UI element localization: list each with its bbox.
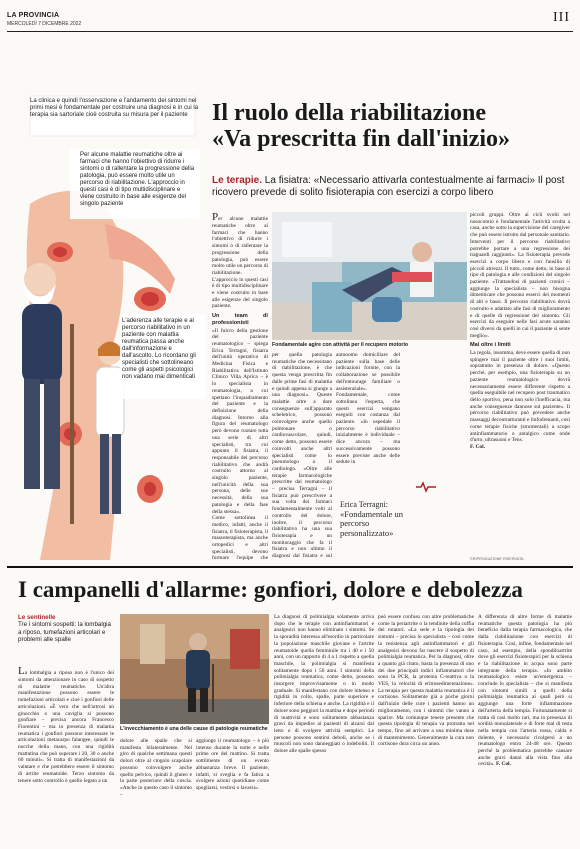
article2-headline: I campanelli d'allarme: gonfiori, dolore e debolezza — [18, 577, 523, 602]
quote-name: Erica Terragni: — [340, 500, 388, 509]
article1-col4 — [470, 212, 570, 557]
elderly-photo — [120, 614, 269, 724]
article1-col1 — [212, 212, 268, 560]
info-note-2: Per alcune malattie reumatiche oltre ai farmaci che hanno l'obiettivo di ridurre i sintomi o di rallentare la progressione della patologia, può essere molto utile un percorso di riabilitazione. L'approccio in questi casi è di tipo multidisciplinare e viene costruito in base alle esigenze del singolo paziente — [80, 152, 195, 207]
photo2-caption: L'invecchiamento è una delle cause di patologie reumatiche — [120, 726, 268, 732]
article2-col6 — [478, 614, 572, 846]
subhead-team: Un team di professionisti — [212, 313, 268, 326]
article2-col2: dolore alle spalle che si manifesta bilateralmente. Nel giro di qualche settimana questi dolori oltre al cingolo scapolare possono coinvolgere anche quello pelvico, quindi il gluteo e la parte posteriore della coscia. «Anche in questo caso il sintomo – — [120, 738, 192, 798]
photo1-caption: Fondamentale agire con attività per il recupero motorio — [272, 342, 409, 348]
article2-signature: F. Col. — [495, 761, 511, 768]
article1-col4-p1: piccoli gruppi. Oltre ai cicli svolti nel nosocomio è fondamentale l'attività svolta a casa, anche sotto la supervisione del caregiver che può essere istruito dal personale sanitario. Interventi per il percorso riabilitativo potrebbe portare a una regressione dei traguardi raggiunti». La fisioterapia prevede esercizi a corpo libero e con l'ausilio di piccoli attrezzi. Il tutto, come detto, in base al tipo di patologia e alle condizioni del singolo paziente. «Trattandosi di pazienti cronici – aggiunge la specialista – non bisogna dimenticare che possono esserci dei momenti di alti e bassi. Il percorso riabilitativo dovrà costruito e adattato alle fasi di miglioramento e di quelle di regressione del sintomo. Gli esercizi da eseguire nelle fasi acute saranno così diversi da quelli in cui il paziente si sente meglio». — [470, 212, 570, 339]
page-number: III — [553, 10, 570, 25]
dropcap: P — [212, 212, 219, 223]
article2-col5: può essere confuso con altre problematiche come la periartrite o la tendinite della cuffia dei rotatori. «La sede e la tipologia dei sintomi – precisa lo specialista – così come la resistenza agli antinfiammatori e gli analgesici devono far nascere il sospetto di polimialgia reumatica. Per la diagnosi, oltre a quanto già citato, basta la presenza di uno dei due principali indici infiammatori che sono la PCR, la proteina C-reattiva o la VES, la velocità di eritrosedimentazione». La terapia per questa malattia reumatica è il cortisone. Solitamente già a poche giorni dall'inizio delle cure i pazienti hanno un miglioramento, con i sintomi che vanno a sparire. Ma comunque tenere presente che questa tipologia di terapia va protratta nel tempo, fino ad arrivare a una minima dose di mantenimento. Generalmente la cura non cortisone dura circa un anno. — [378, 614, 474, 748]
dateline: MERCOLEDÌ 7 DICEMBRE 2022 — [7, 21, 82, 27]
article1-signature: F. Col. — [470, 443, 485, 450]
article1-kicker: Le terapie. — [212, 175, 263, 186]
headline-line-2: «Va prescritta fin dall'inizio» — [212, 126, 511, 152]
article2-col1 — [18, 666, 114, 844]
article1-col4-p2: La regola, insomma, deve essere quella di non spingere mai il paziente oltre i suoi limiti, soprattutto in presenza di dolore. «Questo perché, per esempio, una fisioterapia su un paziente reumatologico dovrà necessariamente essere differente rispetto a quella eseguibile nel recupero post traumatico dello sportivo, pena non solo l'inefficacia, ma anche conseguenze dannose sul paziente». Il percorso riabilitativo può prevedere anche massaggi decontratturanti e linfodrenanti, così come terapie fisiche (strumentali) a scopo antinfiammatorio o antalgico come onde d'urto, ultrasuoni e Tens. — [470, 350, 570, 444]
sentinel-box — [18, 614, 114, 644]
article1-col2: per quella patologia reumatiche che necessitano di riabilitazione, è che questa venga prescritta fin dalle prime fasi di malattia e quindi appena si giunge a una diagnosi». Queste malattie oltre a dare conseguenze sull'apparato scheletrico, possono coinvolgere anche quello polmonare o cardiovascolare, quindi, come detto, possono essere coinvolti anche altri specialisti come lo pneumologo o il cardiologo. «Oltre alle terapie farmacologiche prescritte dal reumatologo – precisa Terragni – il fisiatra può prescrivere a sua volta dei farmaci fondamentalmente volti al controllo del dolore, inoltre, il percorso riabilitativo ha una sua fisioterapia e un monitoraggio che fa il fisiatra e non ultimo il diagnosi dal fisiatra e sul — [272, 352, 332, 560]
pull-quote — [340, 500, 404, 538]
header-rule — [7, 31, 573, 32]
masthead: LA PROVINCIA — [7, 12, 60, 19]
heart-icon — [416, 480, 436, 499]
credit-1: ©RIPRODUZIONE RISERVATA — [470, 557, 524, 561]
sentinel-text: Tre i sintomi sospetti: la lombalgia a riposo, tumefazioni articolari e problemi alle spalle — [18, 621, 111, 644]
article1-col1-p2: «Il fulcro della gestione del paziente reumatologico – spiega Erica Terragni, fisiatra dell'unità operativa di Medicina Fisica e Riabilitativa dell'Istituto Clinico Villa Aprica – è lo specialista in reumatologia, a cui spettano l'inquadramento del paziente e la definizione della diagnosi. Intorno alla figura del reumatologo però devono ruotare tutta una serie di altri specialisti, tra cui appunto il fisiatra, il responsabile del percorso riabilitativo che andrà costruito attorno al singolo paziente, nell'unicità della sua persona, delle sue necessità, della sua patologia e della fase della stessa». — [212, 327, 268, 515]
headline-line-1: Il ruolo della riabilitazione — [212, 100, 486, 126]
article1-deck — [212, 175, 572, 199]
article1-col1-p3: Come sottolinea il medico, infatti, anche il fisiatra, il fisioterapista, il massoterapista, ma anche ortopedici e altri specialisti, devono formare l'equipe che — [212, 515, 268, 560]
article2-col4: La diagnosi di polimialgia solamente arriva dopo che le terapie con antinfiammatori e analgesici non hanno eliminato i sintomi. Se la sporadità interessa all'esordio in particolare la popolazione maschile giovane e l'artrite reumatoide quella femminile tra i 40 e i 50 anni, con un rapporto di 4 a 1 rispetto a quella maschile, la polimialgia si manifesta solitamente dopo i 50 anni. I sintomi della polimialgia reumatica, come detto, possono insorgere improvvisamente o in modo graduale. Si manifestano con dolore intenso e rigidità in collo, spalle, parte superiore e inferiore della schiena e anche. La rigidità e il dolore sono peggiori la mattina e dopo periodi di inattività e sono solitamente abbastanza gravi da impedire ai pazienti di alzarsi dal letto o di svolgere attività semplici. Le persone possono sentirsi deboli, anche se i muscoli non sono danneggiati o indeboliti. Il dolore alle spalle spesso — [274, 614, 374, 755]
info-note-1: La clinica e quindi l'osservazione e l'andamento dei sintomi nei primi mesi è fondamentale per costruire una diagnosi e in cui la terapia sia sartoriale cioè costruita su misura per il paziente — [30, 98, 199, 118]
article1-col1-p1: er alcune malattie reumatiche oltre ai farmaci che hanno l'obiettivo di ridurre i sintomi o di rallentare la progressione della patologia, può essere molto utile un percorso di riabilitazione. L'approccio in questi casi è di tipo multidisciplinare e viene costruito in base alle esigenze del singolo paziente. — [212, 216, 268, 310]
article1-deck-text: La fisiatra: «Necessario attivarla contestualmente ai farmaci» Il post ricovero prevede di solito fisioterapia con esercizi a corpo libero — [212, 175, 565, 198]
article2-kicker: Le sentinelle — [18, 614, 56, 621]
subhead-limits: Mai oltre i limiti — [470, 342, 511, 349]
quote-text: «Fondamentale un percorso personalizzato» — [340, 508, 404, 538]
dropcap-2: L — [18, 666, 25, 677]
article1-headline — [212, 100, 572, 152]
article2-col3: aggiunge il reumatologo – è più intenso durante la notte e nelle prime ore del mattino. Si tratta sottilmente di un evento abbastanza breve. Il paziente, infatti, si sveglia e fa fatica a svolgere azioni quotidiane come spogliarsi, vestirsi o lavarsi». — [196, 738, 269, 791]
section-rule — [7, 566, 573, 568]
article2-col6-text: A differenza di altre forme di malattie reumatiche questa patologia ha più beneficio dalla terapia farmacologica, che dalla riabilitazione con esercizi di fisioterapia. Così, infine, fondamentale nel caso, ad esempio, della spondiloartrite dove gli esercizi fisioterapici per la schiena e la riabilitazione in acqua sono parte integrante della terapia. «In ambito reumatologico esiste un'emergenza – conclude lo specialista – che si manifesta con sintomi simili a quelli della polimialgia reumatica ai quali però si aggiunge una forte infiammazione dell'arteria della tempia. Fortunatamente si tratta di casi molto rari, ma in presenza di sordità monolaterale e di forte mal di testa nella tempia con l'arteria rossa, calda e dolente, è necessario rivolgersi a un reumatologo entro 24-48 ore. Questo perché la problematica potrebbe causare anche gravi danni alla vista fino alla cecità». — [478, 614, 572, 768]
rehab-photo — [272, 212, 467, 340]
article1-col3: autonomo domiciliare del paziente sulla base delle indicazioni fornite, con la collaborazione se possibile dell'entourage familiare o assistenziale». Fondamentale, come sottolinea l'esperta, che questi esercizi vengano eseguiti con costanza dal paziente. «In ospedale il percorso riabilitativo inizialmente è individuale – dice ancora – ma successivamente possono essere previste anche delle sedute in — [336, 352, 400, 466]
info-note-3: L'aderenza alle terapie e al percorso riabilitativo in un paziente con malattia reumatica passa anche dall'informazione e dall'ascolto. Lo ricordano gli specialisti che sottolineano come gli aspetti psicologici non vadano mai dimenticati — [122, 318, 196, 380]
article2-col1-text: a lombalgia a riposo non è l'unico dei sintomi da attenzionare in caso di sospetto di malattie reumatiche. Un'altra manifestazione possono essere le tumefazioni articolari e cioè i gonfiori delle articolazioni. «È vero che nell'artrosi un ginocchio o una caviglia si possono gonfiare – precisa ancora Francesco Fiorentini – ma in presenza di malattia reumatica i gonfiori possono interessare le articolazioni metacarpo falangee, quindi le nocche della mano, con una rigidità mattutina che può superare i 20, 30 o anche 60 minuti». Si tratta di manifestazioni da valutare e che potrebbero essere il sintomo di artrite reumatoide. Terzo sintomo da tenere sotto controllo è quello legato a un — [18, 670, 114, 784]
